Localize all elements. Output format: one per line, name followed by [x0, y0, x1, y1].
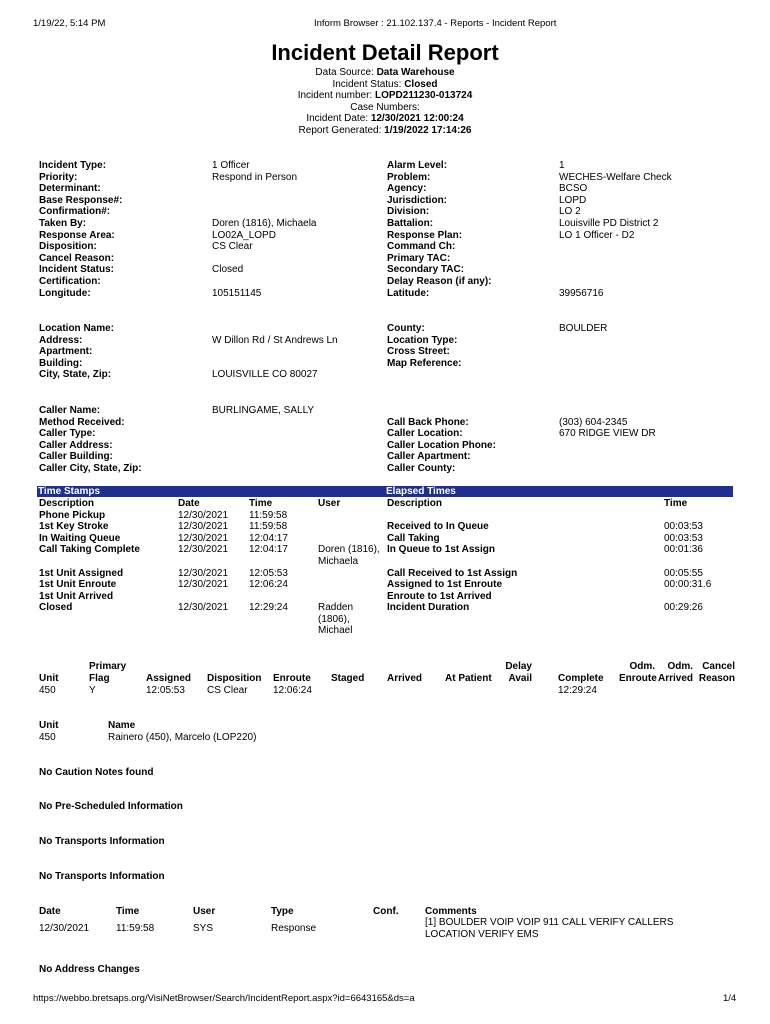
field-label: Address:: [39, 334, 83, 346]
field-value: [212, 358, 338, 370]
page-number: 1/4: [723, 993, 737, 1004]
report-meta-label: Incident Date:: [306, 113, 371, 125]
field-label: Method Received:: [39, 416, 125, 428]
location-left-values: [212, 323, 338, 381]
field-value: [212, 195, 317, 207]
time-stamps-header-bar: [37, 486, 733, 497]
field-value: [559, 440, 656, 452]
ts-col-description: Description: [39, 498, 95, 509]
time-stamp-time: 12:29:24: [249, 602, 288, 613]
caller-right-values: [559, 405, 656, 475]
field-label: Caller Apartment:: [387, 451, 471, 463]
unit-row-disposition: CS Clear: [207, 685, 248, 696]
time-stamp-description: 1st Unit Arrived: [39, 590, 114, 602]
field-label: Call Back Phone:: [387, 416, 469, 428]
comment-row-date: 12/30/2021: [39, 923, 90, 934]
field-label: Caller Location Phone:: [387, 439, 496, 451]
field-label: Caller Type:: [39, 428, 96, 440]
elapsed-time: 00:01:36: [664, 544, 703, 555]
field-value: [212, 463, 314, 475]
time-stamp-description: Call Taking Complete: [39, 544, 140, 555]
field-value: [559, 405, 656, 417]
field-label: Caller Name:: [39, 405, 101, 416]
browser-title: Inform Browser : 21.102.137.4 - Reports - Incident Report: [314, 18, 557, 29]
field-value: [212, 276, 317, 288]
field-value: BCSO: [559, 183, 588, 195]
report-meta-line: [0, 79, 770, 90]
report-meta-value: 1/19/2022 17:14:26: [384, 125, 472, 136]
time-stamp-description: 1st Unit Assigned: [39, 567, 124, 579]
time-stamp-time: 12:05:53: [249, 567, 288, 579]
unit-row-primary: Y: [89, 685, 96, 696]
report-meta-line: [0, 67, 770, 78]
field-label: Jurisdiction:: [387, 194, 448, 206]
report-meta-value: Data Warehouse: [376, 67, 455, 78]
personnel-row-name: Rainero (450), Marcelo (LOP220): [108, 732, 257, 743]
time-stamp-description: 1st Key Stroke: [39, 521, 109, 532]
no-transports-info-2: No Transports Information: [39, 871, 165, 882]
field-value: 39956716: [559, 287, 604, 299]
field-label: Certification:: [39, 275, 101, 287]
field-label: Cross Street:: [387, 346, 450, 358]
unit-row-complete: 12:29:24: [558, 685, 597, 696]
field-value: [212, 440, 314, 452]
comment-row-time: 11:59:58: [116, 923, 155, 934]
field-label: Caller City, State, Zip:: [39, 462, 142, 474]
field-value: 1: [559, 160, 565, 171]
field-label: Confirmation#:: [39, 206, 111, 218]
unit-col-odm-arrived-label: Odm. Arrived: [657, 661, 693, 684]
field-value: Louisville PD District 2: [559, 217, 659, 229]
report-meta-label: Data Source:: [315, 67, 377, 78]
unit-col-primary-label: Primary Flag: [89, 661, 127, 684]
field-label: Priority:: [39, 171, 78, 183]
field-label: Alarm Level:: [387, 160, 448, 171]
report-meta-value: Closed: [404, 78, 438, 90]
field-label: Determinant:: [39, 183, 101, 195]
time-stamp-date: 12/30/2021: [178, 509, 229, 521]
field-value: Closed: [212, 264, 244, 276]
field-label: [387, 405, 496, 417]
field-value: 670 RIDGE VIEW DR: [559, 428, 656, 440]
unit-col-primary: [89, 661, 129, 684]
comment-col-date: Date: [39, 906, 61, 917]
ts-col-user: User: [318, 498, 341, 509]
unit-col-odm-enroute-label: Odm. Enroute: [619, 661, 657, 684]
field-label: Building:: [39, 357, 83, 369]
unit-col-disposition: Disposition: [207, 673, 262, 684]
field-label: Agency:: [387, 183, 427, 195]
report-meta-label: Incident number:: [297, 90, 375, 102]
report-meta-label: Report Generated:: [298, 125, 385, 136]
location-right-values: [559, 323, 607, 369]
field-value: [212, 451, 314, 463]
field-value: BURLINGAME, SALLY: [212, 405, 315, 416]
field-label: Response Area:: [39, 229, 115, 241]
no-prescheduled-info: No Pre-Scheduled Information: [39, 801, 183, 812]
report-meta-line: [0, 102, 770, 113]
field-label: Problem:: [387, 171, 431, 183]
personnel-row-unit: 450: [39, 732, 56, 743]
field-label: Taken By:: [39, 217, 87, 229]
field-label: Disposition:: [39, 241, 97, 253]
caller-right-labels: [387, 405, 496, 475]
time-stamp-date: 12/30/2021: [178, 521, 229, 532]
comment-col-time: Time: [116, 906, 140, 917]
field-label: Caller Building:: [39, 451, 113, 463]
field-label: Caller Location:: [387, 428, 463, 440]
location-left-labels: [39, 323, 114, 381]
time-stamps-heading: Time Stamps: [38, 486, 101, 497]
time-stamp-description: Phone Pickup: [39, 509, 106, 521]
ts-col-date: Date: [178, 498, 200, 509]
unit-col-delay-label: Delay Avail: [505, 661, 532, 684]
elapsed-description: Received to In Queue: [387, 521, 489, 532]
field-value: [559, 346, 607, 358]
elapsed-time: 00:00:31.6: [664, 579, 712, 590]
unit-col-cancel-reason-label: Cancel Reason: [698, 661, 735, 684]
field-value: [212, 206, 317, 218]
field-value: LOPD: [559, 194, 587, 206]
comment-row-user: SYS: [193, 923, 214, 934]
field-value: 105151145: [212, 287, 262, 299]
elapsed-time: 00:05:55: [664, 567, 703, 579]
field-label: Apartment:: [39, 346, 93, 358]
field-value: Doren (1816), Michaela: [212, 217, 317, 229]
comment-row-type: Response: [271, 923, 317, 934]
elapsed-description: In Queue to 1st Assign: [387, 544, 495, 555]
field-value: [559, 241, 672, 253]
comment-col-conf: Conf.: [373, 906, 399, 917]
field-label: Response Plan:: [387, 229, 463, 241]
ts-col-time: Time: [249, 498, 273, 509]
field-label: Base Response#:: [39, 194, 123, 206]
print-datetime: 1/19/22, 5:14 PM: [33, 18, 106, 29]
comment-row-text: [1] BOULDER VOIP VOIP 911 CALL VERIFY CALLERS LOCATION VERIFY EMS: [425, 917, 674, 940]
comment-col-comments: Comments: [425, 906, 477, 917]
field-label: Location Name:: [39, 323, 115, 334]
field-label: Location Type:: [387, 334, 458, 346]
time-stamp-user: Radden (1806), Michael: [318, 602, 354, 637]
field-value: [212, 428, 314, 440]
report-meta-line: [0, 90, 770, 101]
time-stamp-time: 12:04:17: [249, 532, 288, 544]
field-value: CS Clear: [212, 241, 253, 253]
no-address-changes: No Address Changes: [39, 964, 140, 975]
field-value: [212, 346, 338, 358]
field-value: [559, 264, 672, 276]
field-label: Latitude:: [387, 287, 430, 299]
field-value: LO 2: [559, 206, 581, 218]
unit-col-arrived: Arrived: [387, 673, 423, 684]
field-label: Map Reference:: [387, 357, 462, 369]
elapsed-time: 00:03:53: [664, 532, 703, 544]
comment-col-user: User: [193, 906, 216, 917]
report-title: Incident Detail Report: [271, 40, 499, 65]
field-label: Incident Type:: [39, 160, 107, 171]
unit-col-odm-enroute: [619, 661, 655, 684]
field-value: [559, 253, 672, 265]
field-label: Battalion:: [387, 217, 434, 229]
field-label: Primary TAC:: [387, 252, 451, 264]
field-value: Respond in Person: [212, 171, 298, 183]
personnel-col-unit: Unit: [39, 720, 59, 731]
field-value: W Dillon Rd / St Andrews Ln: [212, 334, 338, 346]
time-stamp-user: Doren (1816), Michaela: [318, 544, 380, 567]
report-meta-label: Case Numbers:: [350, 101, 420, 113]
incident-right-values: [559, 160, 672, 299]
field-value: WECHES-Welfare Check: [559, 171, 672, 183]
time-stamp-date: 12/30/2021: [178, 532, 229, 544]
time-stamp-date: 12/30/2021: [178, 567, 229, 579]
field-value: [559, 358, 607, 370]
unit-col-at-patient: At Patient: [445, 673, 492, 684]
field-label: Caller County:: [387, 462, 456, 474]
unit-col-unit: Unit: [39, 673, 59, 684]
report-meta-value: LOPD211230-013724: [374, 90, 473, 102]
unit-col-odm-arrived: [657, 661, 693, 684]
field-label: Incident Status:: [39, 264, 115, 276]
time-stamp-date: 12/30/2021: [178, 544, 229, 555]
field-value: [212, 183, 317, 195]
field-label: City, State, Zip:: [39, 369, 112, 381]
elapsed-times-heading: Elapsed Times: [386, 486, 456, 497]
no-caution-notes: No Caution Notes found: [39, 767, 154, 778]
unit-col-delay: [502, 661, 532, 684]
elapsed-description: Call Taking: [387, 532, 440, 544]
field-value: [559, 451, 656, 463]
field-value: [212, 417, 314, 429]
location-right-labels: [387, 323, 461, 369]
time-stamp-date: 12/30/2021: [178, 602, 229, 613]
report-meta-line: [0, 113, 770, 124]
field-label: Delay Reason (if any):: [387, 275, 492, 287]
field-value: [559, 276, 672, 288]
time-stamp-time: 11:59:58: [249, 521, 288, 532]
field-label: County:: [387, 323, 425, 334]
unit-row-enroute: 12:06:24: [273, 685, 312, 696]
time-stamp-time: 11:59:58: [249, 509, 288, 521]
time-stamp-time: 12:04:17: [249, 544, 288, 555]
field-value: LOUISVILLE CO 80027: [212, 369, 318, 381]
incident-right-labels: [387, 160, 491, 299]
field-label: Division:: [387, 206, 430, 218]
page-url[interactable]: https://webbo.bretsaps.org/VisiNetBrowser/Search/IncidentReport.aspx?id=6643165&ds=a: [33, 993, 415, 1004]
field-value: [559, 463, 656, 475]
field-value: LO02A_LOPD: [212, 229, 276, 241]
unit-col-assigned: Assigned: [146, 673, 192, 684]
time-stamp-date: 12/30/2021: [178, 579, 229, 590]
field-value: BOULDER: [559, 323, 608, 334]
el-col-time: Time: [664, 498, 688, 509]
time-stamp-time: 12:06:24: [249, 579, 288, 590]
time-stamp-description: 1st Unit Enroute: [39, 579, 117, 590]
field-value: 1 Officer: [212, 160, 250, 171]
elapsed-description: Incident Duration: [387, 602, 470, 613]
report-meta-value: 12/30/2021 12:00:24: [370, 113, 464, 125]
field-label: Caller Address:: [39, 439, 113, 451]
time-stamp-description: In Waiting Queue: [39, 532, 121, 544]
elapsed-description: Call Received to 1st Assign: [387, 567, 518, 579]
field-value: [212, 323, 338, 335]
incident-left-labels: [39, 160, 122, 299]
unit-col-cancel-reason: [695, 661, 735, 684]
elapsed-description: Enroute to 1st Arrived: [387, 590, 492, 602]
field-value: (303) 604-2345: [559, 416, 628, 428]
no-transports-info-1: No Transports Information: [39, 836, 165, 847]
incident-left-values: [212, 160, 317, 299]
el-col-description: Description: [387, 498, 443, 509]
report-meta-label: Incident Status:: [332, 78, 405, 90]
report-meta-line: [0, 125, 770, 136]
field-label: Secondary TAC:: [387, 264, 465, 276]
elapsed-time: 00:29:26: [664, 602, 703, 613]
field-value: LO 1 Officer - D2: [559, 229, 635, 241]
time-stamp-description: Closed: [39, 602, 73, 613]
field-label: Longitude:: [39, 287, 91, 299]
caller-left-labels: [39, 405, 142, 475]
elapsed-time: 00:03:53: [664, 521, 703, 532]
elapsed-description: Assigned to 1st Enroute: [387, 579, 503, 590]
unit-col-complete: Complete: [558, 673, 604, 684]
unit-row-assigned: 12:05:53: [146, 685, 185, 696]
caller-left-values: [212, 405, 314, 475]
unit-col-staged: Staged: [331, 673, 365, 684]
field-value: [559, 335, 607, 347]
field-value: [212, 253, 317, 265]
field-label: Command Ch:: [387, 241, 456, 253]
field-label: Cancel Reason:: [39, 252, 115, 264]
unit-col-enroute: Enroute: [273, 673, 311, 684]
personnel-col-name: Name: [108, 720, 136, 731]
comment-col-type: Type: [271, 906, 294, 917]
unit-row-unit: 450: [39, 685, 56, 696]
